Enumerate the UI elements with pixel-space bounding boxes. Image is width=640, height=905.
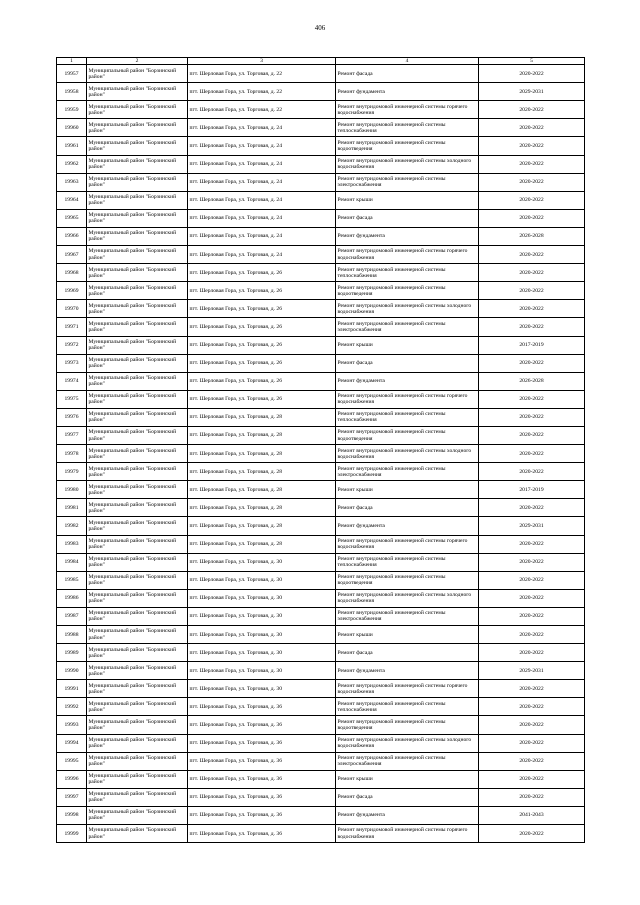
row-number-cell: 19965	[57, 209, 87, 227]
work-type-cell: Ремонт внутридомовой инженерной системы электроснабжения	[336, 318, 479, 336]
address-cell: пгт. Шерловая Гора, ул. Торговая, д. 28	[188, 426, 336, 444]
period-cell: 2020-2022	[479, 246, 585, 264]
district-cell: Муниципальный район "Борзинский район"	[87, 698, 188, 716]
period-cell: 2020-2022	[479, 119, 585, 137]
row-number-cell: 19967	[57, 246, 87, 264]
row-number-cell: 19962	[57, 155, 87, 173]
address-cell: пгт. Шерловая Гора, ул. Торговая, д. 24	[188, 119, 336, 137]
table-row	[57, 246, 585, 264]
period-cell: 2020-2022	[479, 191, 585, 209]
address-cell: пгт. Шерловая Гора, ул. Торговая, д. 24	[188, 227, 336, 245]
district-cell: Муниципальный район "Борзинский район"	[87, 553, 188, 571]
address-cell: пгт. Шерловая Гора, ул. Торговая, д. 36	[188, 752, 336, 770]
district-cell: Муниципальный район "Борзинский район"	[87, 264, 188, 282]
row-number-cell: 19977	[57, 426, 87, 444]
address-cell: пгт. Шерловая Гора, ул. Торговая, д. 30	[188, 662, 336, 680]
period-cell: 2020-2022	[479, 626, 585, 644]
address-cell: пгт. Шерловая Гора, ул. Торговая, д. 30	[188, 644, 336, 662]
work-type-cell: Ремонт внутридомовой инженерной системы теплоснабжения	[336, 553, 479, 571]
district-cell: Муниципальный район "Борзинский район"	[87, 191, 188, 209]
work-type-cell: Ремонт фундамента	[336, 806, 479, 824]
period-cell: 2020-2022	[479, 680, 585, 698]
table-row	[57, 607, 585, 625]
address-cell: пгт. Шерловая Гора, ул. Торговая, д. 28	[188, 535, 336, 553]
work-type-cell: Ремонт внутридомовой инженерной системы горячего водоснабжения	[336, 825, 479, 843]
work-type-cell: Ремонт фасада	[336, 354, 479, 372]
page-number: 406	[314, 24, 326, 32]
period-cell: 2020-2022	[479, 209, 585, 227]
table-row	[57, 426, 585, 444]
table-row	[57, 101, 585, 119]
period-cell: 2020-2022	[479, 300, 585, 318]
row-number-cell: 19957	[57, 65, 87, 83]
district-cell: Муниципальный район "Борзинский район"	[87, 680, 188, 698]
table-row	[57, 227, 585, 245]
district-cell: Муниципальный район "Борзинский район"	[87, 246, 188, 264]
table-row	[57, 318, 585, 336]
row-number-cell: 19981	[57, 499, 87, 517]
address-cell: пгт. Шерловая Гора, ул. Торговая, д. 36	[188, 788, 336, 806]
address-cell: пгт. Шерловая Гора, ул. Торговая, д. 28	[188, 463, 336, 481]
row-number-cell: 19973	[57, 354, 87, 372]
table-row	[57, 445, 585, 463]
table-row	[57, 65, 585, 83]
row-number-cell: 19970	[57, 300, 87, 318]
table-row	[57, 155, 585, 173]
work-type-cell: Ремонт внутридомовой инженерной системы горячего водоснабжения	[336, 390, 479, 408]
period-cell: 2041-2043	[479, 806, 585, 824]
work-type-cell: Ремонт крыши	[336, 336, 479, 354]
work-type-cell: Ремонт крыши	[336, 770, 479, 788]
period-cell: 2020-2022	[479, 770, 585, 788]
district-cell: Муниципальный район "Борзинский район"	[87, 173, 188, 191]
period-cell: 2020-2022	[479, 101, 585, 119]
period-cell: 2020-2022	[479, 535, 585, 553]
district-cell: Муниципальный район "Борзинский район"	[87, 372, 188, 390]
district-cell: Муниципальный район "Борзинский район"	[87, 734, 188, 752]
district-cell: Муниципальный район "Борзинский район"	[87, 752, 188, 770]
work-type-cell: Ремонт внутридомовой инженерной системы теплоснабжения	[336, 264, 479, 282]
address-cell: пгт. Шерловая Гора, ул. Торговая, д. 26	[188, 282, 336, 300]
address-cell: пгт. Шерловая Гора, ул. Торговая, д. 26	[188, 336, 336, 354]
row-number-cell: 19982	[57, 517, 87, 535]
period-cell: 2020-2022	[479, 65, 585, 83]
period-cell: 2020-2022	[479, 173, 585, 191]
work-type-cell: Ремонт фасада	[336, 644, 479, 662]
table-row	[57, 173, 585, 191]
work-type-cell: Ремонт внутридомовой инженерной системы теплоснабжения	[336, 698, 479, 716]
period-cell: 2020-2022	[479, 571, 585, 589]
table-row	[57, 372, 585, 390]
work-type-cell: Ремонт фасада	[336, 65, 479, 83]
work-type-cell: Ремонт крыши	[336, 191, 479, 209]
row-number-cell: 19989	[57, 644, 87, 662]
row-number-cell: 19966	[57, 227, 87, 245]
row-number-cell: 19999	[57, 825, 87, 843]
district-cell: Муниципальный район "Борзинский район"	[87, 282, 188, 300]
row-number-cell: 19961	[57, 137, 87, 155]
address-cell: пгт. Шерловая Гора, ул. Торговая, д. 26	[188, 264, 336, 282]
address-cell: пгт. Шерловая Гора, ул. Торговая, д. 30	[188, 626, 336, 644]
district-cell: Муниципальный район "Борзинский район"	[87, 535, 188, 553]
table-row	[57, 264, 585, 282]
table-row	[57, 770, 585, 788]
work-type-cell: Ремонт крыши	[336, 626, 479, 644]
row-number-cell: 19994	[57, 734, 87, 752]
table-row	[57, 825, 585, 843]
district-cell: Муниципальный район "Борзинский район"	[87, 788, 188, 806]
row-number-cell: 19996	[57, 770, 87, 788]
district-cell: Муниципальный район "Борзинский район"	[87, 445, 188, 463]
work-type-cell: Ремонт внутридомовой инженерной системы водоотведения	[336, 137, 479, 155]
district-cell: Муниципальный район "Борзинский район"	[87, 716, 188, 734]
address-cell: пгт. Шерловая Гора, ул. Торговая, д. 28	[188, 481, 336, 499]
district-cell: Муниципальный район "Борзинский район"	[87, 65, 188, 83]
row-number-cell: 19975	[57, 390, 87, 408]
table-row	[57, 788, 585, 806]
period-cell: 2020-2022	[479, 318, 585, 336]
address-cell: пгт. Шерловая Гора, ул. Торговая, д. 22	[188, 101, 336, 119]
row-number-cell: 19986	[57, 589, 87, 607]
address-cell: пгт. Шерловая Гора, ул. Торговая, д. 30	[188, 607, 336, 625]
district-cell: Муниципальный район "Борзинский район"	[87, 390, 188, 408]
district-cell: Муниципальный район "Борзинский район"	[87, 83, 188, 101]
row-number-cell: 19997	[57, 788, 87, 806]
address-cell: пгт. Шерловая Гора, ул. Торговая, д. 24	[188, 137, 336, 155]
period-cell: 2020-2022	[479, 734, 585, 752]
row-number-cell: 19991	[57, 680, 87, 698]
row-number-cell: 19983	[57, 535, 87, 553]
table-row	[57, 481, 585, 499]
work-type-cell: Ремонт внутридомовой инженерной системы холодного водоснабжения	[336, 300, 479, 318]
table-row	[57, 535, 585, 553]
address-cell: пгт. Шерловая Гора, ул. Торговая, д. 26	[188, 372, 336, 390]
table-row	[57, 300, 585, 318]
period-cell: 2029-2031	[479, 517, 585, 535]
district-cell: Муниципальный район "Борзинский район"	[87, 770, 188, 788]
period-cell: 2020-2022	[479, 499, 585, 517]
work-type-cell: Ремонт фасада	[336, 499, 479, 517]
row-number-cell: 19959	[57, 101, 87, 119]
table-row	[57, 390, 585, 408]
row-number-cell: 19988	[57, 626, 87, 644]
row-number-cell: 19985	[57, 571, 87, 589]
table-row	[57, 499, 585, 517]
table-row	[57, 698, 585, 716]
address-cell: пгт. Шерловая Гора, ул. Торговая, д. 36	[188, 770, 336, 788]
row-number-cell: 19960	[57, 119, 87, 137]
row-number-cell: 19968	[57, 264, 87, 282]
period-cell: 2020-2022	[479, 589, 585, 607]
address-cell: пгт. Шерловая Гора, ул. Торговая, д. 24	[188, 155, 336, 173]
address-cell: пгт. Шерловая Гора, ул. Торговая, д. 30	[188, 553, 336, 571]
table-row	[57, 336, 585, 354]
period-cell: 2020-2022	[479, 137, 585, 155]
table-row	[57, 734, 585, 752]
district-cell: Муниципальный район "Борзинский район"	[87, 463, 188, 481]
table-row	[57, 282, 585, 300]
table-row	[57, 716, 585, 734]
table-row	[57, 571, 585, 589]
work-type-cell: Ремонт фундамента	[336, 517, 479, 535]
row-number-cell: 19974	[57, 372, 87, 390]
work-type-cell: Ремонт внутридомовой инженерной системы электроснабжения	[336, 173, 479, 191]
table-row	[57, 119, 585, 137]
work-type-cell: Ремонт фундамента	[336, 83, 479, 101]
table-row	[57, 752, 585, 770]
period-cell: 2020-2022	[479, 390, 585, 408]
address-cell: пгт. Шерловая Гора, ул. Торговая, д. 26	[188, 318, 336, 336]
address-cell: пгт. Шерловая Гора, ул. Торговая, д. 26	[188, 354, 336, 372]
period-cell: 2020-2022	[479, 155, 585, 173]
work-type-cell: Ремонт внутридомовой инженерной системы горячего водоснабжения	[336, 246, 479, 264]
work-type-cell: Ремонт фундамента	[336, 227, 479, 245]
address-cell: пгт. Шерловая Гора, ул. Торговая, д. 24	[188, 173, 336, 191]
address-cell: пгт. Шерловая Гора, ул. Торговая, д. 24	[188, 191, 336, 209]
period-cell: 2020-2022	[479, 825, 585, 843]
district-cell: Муниципальный район "Борзинский район"	[87, 806, 188, 824]
district-cell: Муниципальный район "Борзинский район"	[87, 499, 188, 517]
period-cell: 2020-2022	[479, 282, 585, 300]
table-row	[57, 589, 585, 607]
header-cell: 3	[188, 58, 336, 65]
district-cell: Муниципальный район "Борзинский район"	[87, 300, 188, 318]
period-cell: 2020-2022	[479, 426, 585, 444]
work-type-cell: Ремонт внутридомовой инженерной системы холодного водоснабжения	[336, 589, 479, 607]
district-cell: Муниципальный район "Борзинский район"	[87, 644, 188, 662]
address-cell: пгт. Шерловая Гора, ул. Торговая, д. 30	[188, 571, 336, 589]
address-cell: пгт. Шерловая Гора, ул. Торговая, д. 36	[188, 734, 336, 752]
table-row	[57, 644, 585, 662]
row-number-cell: 19963	[57, 173, 87, 191]
address-cell: пгт. Шерловая Гора, ул. Торговая, д. 28	[188, 408, 336, 426]
work-type-cell: Ремонт крыши	[336, 481, 479, 499]
period-cell: 2020-2022	[479, 716, 585, 734]
address-cell: пгт. Шерловая Гора, ул. Торговая, д. 36	[188, 825, 336, 843]
address-cell: пгт. Шерловая Гора, ул. Торговая, д. 28	[188, 517, 336, 535]
table-row	[57, 626, 585, 644]
row-number-cell: 19978	[57, 445, 87, 463]
address-cell: пгт. Шерловая Гора, ул. Торговая, д. 36	[188, 716, 336, 734]
district-cell: Муниципальный район "Борзинский район"	[87, 408, 188, 426]
period-cell: 2017-2019	[479, 336, 585, 354]
work-type-cell: Ремонт внутридомовой инженерной системы водоотведения	[336, 571, 479, 589]
address-cell: пгт. Шерловая Гора, ул. Торговая, д. 28	[188, 445, 336, 463]
district-cell: Муниципальный район "Борзинский район"	[87, 137, 188, 155]
district-cell: Муниципальный район "Борзинский район"	[87, 354, 188, 372]
period-cell: 2020-2022	[479, 408, 585, 426]
period-cell: 2017-2019	[479, 481, 585, 499]
district-cell: Муниципальный район "Борзинский район"	[87, 209, 188, 227]
header-cell: 1	[57, 58, 87, 65]
address-cell: пгт. Шерловая Гора, ул. Торговая, д. 22	[188, 65, 336, 83]
period-cell: 2020-2022	[479, 553, 585, 571]
address-cell: пгт. Шерловая Гора, ул. Торговая, д. 36	[188, 698, 336, 716]
table-row	[57, 209, 585, 227]
work-type-cell: Ремонт внутридомовой инженерной системы водоотведения	[336, 426, 479, 444]
period-cell: 2029-2031	[479, 83, 585, 101]
address-cell: пгт. Шерловая Гора, ул. Торговая, д. 22	[188, 83, 336, 101]
district-cell: Муниципальный район "Борзинский район"	[87, 825, 188, 843]
district-cell: Муниципальный район "Борзинский район"	[87, 589, 188, 607]
period-cell: 2020-2022	[479, 463, 585, 481]
work-type-cell: Ремонт внутридомовой инженерной системы холодного водоснабжения	[336, 155, 479, 173]
period-cell: 2026-2028	[479, 227, 585, 245]
period-cell: 2020-2022	[479, 788, 585, 806]
district-cell: Муниципальный район "Борзинский район"	[87, 571, 188, 589]
work-type-cell: Ремонт внутридомовой инженерной системы электроснабжения	[336, 463, 479, 481]
district-cell: Муниципальный район "Борзинский район"	[87, 426, 188, 444]
district-cell: Муниципальный район "Борзинский район"	[87, 101, 188, 119]
district-cell: Муниципальный район "Борзинский район"	[87, 626, 188, 644]
table-header-row	[57, 58, 585, 65]
works-table	[56, 57, 585, 843]
work-type-cell: Ремонт внутридомовой инженерной системы горячего водоснабжения	[336, 101, 479, 119]
header-cell: 2	[87, 58, 188, 65]
work-type-cell: Ремонт внутридомовой инженерной системы водоотведения	[336, 282, 479, 300]
address-cell: пгт. Шерловая Гора, ул. Торговая, д. 30	[188, 589, 336, 607]
table-row	[57, 680, 585, 698]
work-type-cell: Ремонт внутридомовой инженерной системы горячего водоснабжения	[336, 680, 479, 698]
work-type-cell: Ремонт внутридомовой инженерной системы горячего водоснабжения	[336, 535, 479, 553]
work-type-cell: Ремонт фасада	[336, 209, 479, 227]
work-type-cell: Ремонт внутридомовой инженерной системы электроснабжения	[336, 607, 479, 625]
district-cell: Муниципальный район "Борзинский район"	[87, 336, 188, 354]
row-number-cell: 19993	[57, 716, 87, 734]
period-cell: 2026-2028	[479, 372, 585, 390]
table-row	[57, 137, 585, 155]
district-cell: Муниципальный район "Борзинский район"	[87, 227, 188, 245]
period-cell: 2020-2022	[479, 264, 585, 282]
row-number-cell: 19971	[57, 318, 87, 336]
row-number-cell: 19984	[57, 553, 87, 571]
row-number-cell: 19980	[57, 481, 87, 499]
address-cell: пгт. Шерловая Гора, ул. Торговая, д. 28	[188, 499, 336, 517]
district-cell: Муниципальный район "Борзинский район"	[87, 481, 188, 499]
row-number-cell: 19976	[57, 408, 87, 426]
row-number-cell: 19990	[57, 662, 87, 680]
district-cell: Муниципальный район "Борзинский район"	[87, 662, 188, 680]
address-cell: пгт. Шерловая Гора, ул. Торговая, д. 36	[188, 806, 336, 824]
work-type-cell: Ремонт фундамента	[336, 372, 479, 390]
row-number-cell: 19969	[57, 282, 87, 300]
header-cell: 5	[479, 58, 585, 65]
table-row	[57, 463, 585, 481]
work-type-cell: Ремонт внутридомовой инженерной системы водоотведения	[336, 716, 479, 734]
work-type-cell: Ремонт внутридомовой инженерной системы холодного водоснабжения	[336, 445, 479, 463]
work-type-cell: Ремонт внутридомовой инженерной системы электроснабжения	[336, 752, 479, 770]
work-type-cell: Ремонт внутридомовой инженерной системы теплоснабжения	[336, 119, 479, 137]
period-cell: 2020-2022	[479, 698, 585, 716]
row-number-cell: 19992	[57, 698, 87, 716]
row-number-cell: 19998	[57, 806, 87, 824]
address-cell: пгт. Шерловая Гора, ул. Торговая, д. 30	[188, 680, 336, 698]
address-cell: пгт. Шерловая Гора, ул. Торговая, д. 26	[188, 300, 336, 318]
work-type-cell: Ремонт фасада	[336, 788, 479, 806]
district-cell: Муниципальный район "Борзинский район"	[87, 607, 188, 625]
address-cell: пгт. Шерловая Гора, ул. Торговая, д. 24	[188, 246, 336, 264]
row-number-cell: 19995	[57, 752, 87, 770]
district-cell: Муниципальный район "Борзинский район"	[87, 119, 188, 137]
row-number-cell: 19964	[57, 191, 87, 209]
table-row	[57, 553, 585, 571]
district-cell: Муниципальный район "Борзинский район"	[87, 318, 188, 336]
work-type-cell: Ремонт фундамента	[336, 662, 479, 680]
table-row	[57, 191, 585, 209]
period-cell: 2020-2022	[479, 445, 585, 463]
row-number-cell: 19979	[57, 463, 87, 481]
period-cell: 2020-2022	[479, 752, 585, 770]
district-cell: Муниципальный район "Борзинский район"	[87, 155, 188, 173]
period-cell: 2020-2022	[479, 354, 585, 372]
address-cell: пгт. Шерловая Гора, ул. Торговая, д. 26	[188, 390, 336, 408]
table-row	[57, 662, 585, 680]
table-row	[57, 408, 585, 426]
table-row	[57, 354, 585, 372]
row-number-cell: 19958	[57, 83, 87, 101]
row-number-cell: 19972	[57, 336, 87, 354]
table-row	[57, 83, 585, 101]
address-cell: пгт. Шерловая Гора, ул. Торговая, д. 24	[188, 209, 336, 227]
period-cell: 2020-2022	[479, 644, 585, 662]
period-cell: 2020-2022	[479, 607, 585, 625]
work-type-cell: Ремонт внутридомовой инженерной системы холодного водоснабжения	[336, 734, 479, 752]
header-cell: 4	[336, 58, 479, 65]
work-type-cell: Ремонт внутридомовой инженерной системы теплоснабжения	[336, 408, 479, 426]
district-cell: Муниципальный район "Борзинский район"	[87, 517, 188, 535]
period-cell: 2029-2031	[479, 662, 585, 680]
row-number-cell: 19987	[57, 607, 87, 625]
table-row	[57, 517, 585, 535]
table-row	[57, 806, 585, 824]
